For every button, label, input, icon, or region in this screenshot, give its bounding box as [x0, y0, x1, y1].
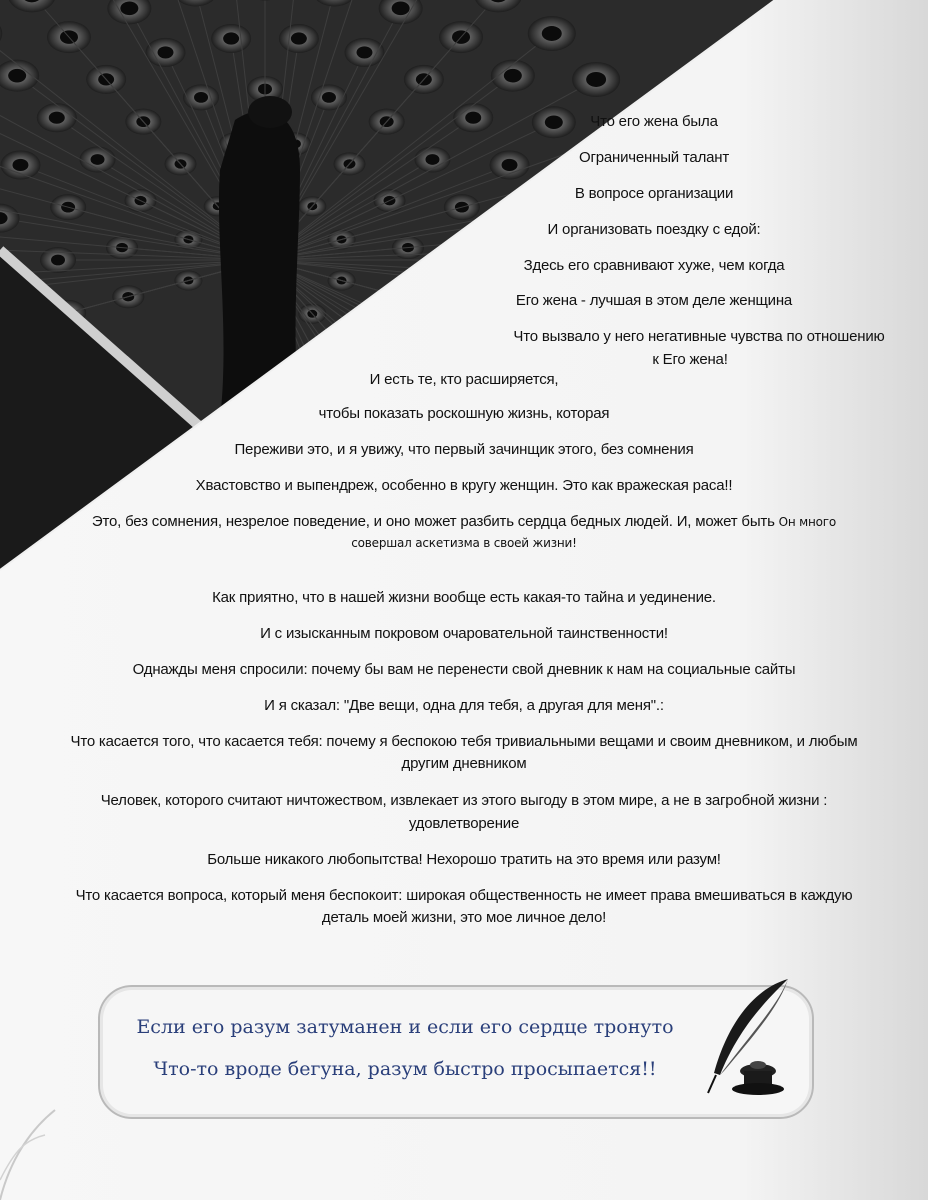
- feather-pupil: [380, 393, 394, 404]
- text-line: И я сказал: "Две вещи, одна для тебя, а другая для меня".:: [264, 697, 664, 714]
- text-line: другим дневником: [401, 755, 527, 772]
- text-line: Его жена - лучшая в этом деле женщина: [515, 292, 793, 309]
- feather-pupil: [392, 2, 410, 16]
- text-segment: Это, без сомнения, незрелое поведение, и оно может разбить сердца бедных людей. И, может быть: [91, 513, 779, 530]
- quote-line-1: Если его разум затуманен и если его сердце тронуто: [136, 1016, 674, 1038]
- text-line: к Его жена!: [652, 351, 728, 368]
- text-segment-small: совершал аскетизма в своей жизни!: [351, 536, 577, 550]
- quill-icon: [690, 975, 800, 1100]
- feather-pupil: [504, 69, 522, 83]
- feather-pupil: [12, 159, 28, 171]
- feather-pupil: [565, 457, 585, 472]
- leaf-decoration: [0, 1050, 60, 1200]
- text-line: И с изысканным покровом очаровательной таинственности!: [260, 625, 668, 642]
- text-line: Здесь его сравнивают хуже, чем когда: [523, 257, 785, 274]
- feather-pupil: [651, 238, 671, 253]
- text-line: Что его жена была: [590, 113, 718, 130]
- feather-pupil: [586, 72, 606, 87]
- text-line: Что вызвало у него негативные чувства по отношению: [513, 328, 885, 345]
- text-line: удовлетворение: [408, 815, 520, 832]
- text-segment-small: Он много: [778, 515, 837, 529]
- feather-pupil: [120, 2, 138, 16]
- feather-pupil: [223, 32, 239, 44]
- text-line: деталь моей жизни, это мое личное дело!: [321, 909, 607, 926]
- feather-pupil: [49, 112, 65, 124]
- feather-eye: [356, 328, 388, 351]
- text-line: [0, 533, 928, 553]
- feather-pupil: [394, 559, 414, 574]
- text-line: Ограниченный талант: [578, 149, 730, 166]
- text-line: В вопросе организации: [574, 185, 734, 202]
- text-line: Хвастовство и выпендреж, особенно в кругу женщин. Это как вражеская раса!!: [195, 477, 733, 494]
- text-line: Что касается вопроса, который меня беспокоит: широкая общественность не имеет права вмешиваться в каждую: [75, 887, 853, 904]
- text-line: Больше никакого любопытства! Нехорошо тратить на это время или разум!: [207, 851, 721, 868]
- feather-pupil: [356, 46, 372, 58]
- feather-pupil: [573, 168, 591, 182]
- text-line: чтобы показать роскошную жизнь, которая: [318, 405, 610, 422]
- feather-pupil: [51, 255, 65, 266]
- text-line: И есть те, кто расширяется,: [369, 371, 559, 388]
- feather-pupil: [366, 335, 378, 344]
- text-line: Что касается того, что касается тебя: почему я беспокою тебя тривиальными вещами и своим дневником, и любым: [70, 733, 858, 750]
- feather-pupil: [322, 92, 336, 103]
- text-line: И организовать поездку с едой:: [547, 221, 761, 238]
- feather-pupil: [542, 26, 562, 41]
- feather-pupil: [194, 92, 208, 103]
- feather-pupil: [91, 154, 105, 165]
- feather-pupil: [8, 69, 26, 83]
- quote-line-2: Что-то вроде бегуна, разум быстро просыпается!!: [153, 1058, 657, 1080]
- feather-pupil: [545, 391, 563, 405]
- text-line: Человек, которого считают ничтожеством, извлекает из этого выгоду в этом мире, а не в загробной жизни :: [100, 792, 828, 809]
- text-line: Как приятно, что в нашей жизни вообще есть какая-то тайна и уединение.: [212, 589, 716, 606]
- feather-pupil: [158, 46, 174, 58]
- text-line: Переживи это, и я увижу, что первый зачинщик этого, без сомнения: [234, 441, 694, 458]
- feather-pupil: [291, 32, 307, 44]
- text-line-mixed: [0, 512, 928, 532]
- text-line: Однажды меня спросили: почему бы вам не перенести свой дневник к нам на социальные сайты: [132, 661, 796, 678]
- feather-eye: [380, 549, 428, 584]
